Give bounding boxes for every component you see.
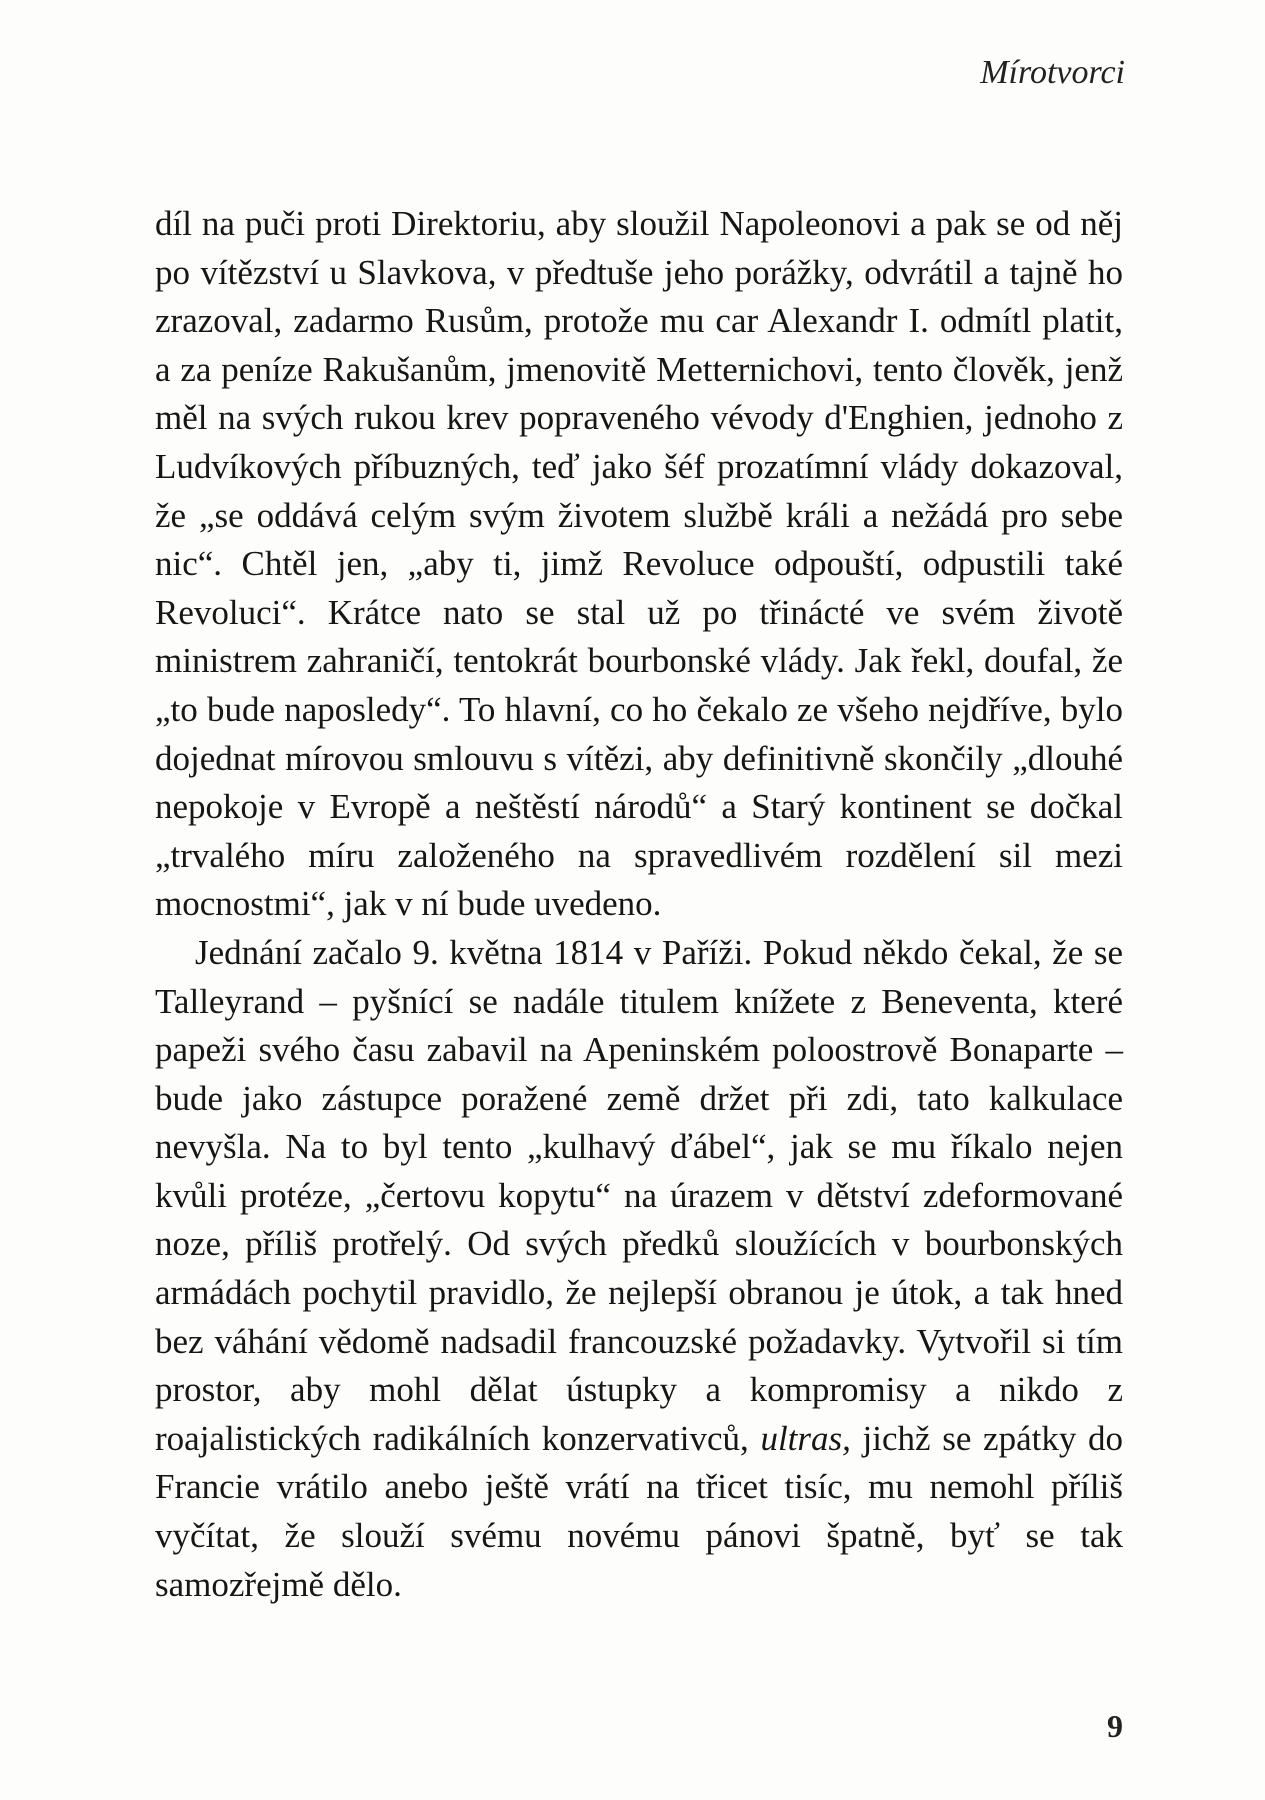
running-head: Mírotvorci <box>980 54 1125 91</box>
paragraph-2-text-a: Jednání začalo 9. května 1814 v Paříži. Pokud někdo čekal, že se Talleyrand – pyšnící se nadále titulem knížete z Beneventa, které papeži svého času zabavil na Apeninském poloostrově Bonaparte – bude jako zástupce poražené země držet při zdi, tato kalkulace nevyšla. Na to byl tento „kulhavý ďábel“, jak se mu říkalo nejen kvůli protéze, „čertovu kopytu“ na úrazem v dětství zdeformované noze, příliš protřelý. Od svých předků sloužících v bourbonských armádách pochytil pravidlo, že nejlepší obranou je útok, a tak hned bez váhání vědomě nadsadil francouzské požadavky. Vytvořil si tím prostor, aby mohl dělat ústupky a kompromisy a nikdo z roajalistických radikálních konzervativců, <box>155 932 1123 1458</box>
paragraph-1-text: díl na puči proti Direktoriu, aby sloužil Napoleonovi a pak se od něj po vítězství u Slavkova, v předtuše jeho porážky, odvrátil a tajně ho zrazoval, zadarmo Rusům, protože mu car Alexandr I. odmítl platit, a za peníze Rakušanům, jmenovitě Metternichovi, tento člověk, jenž měl na svých rukou krev popraveného vévody d'Enghien, jednoho z Ludvíkových příbuzných, teď jako šéf prozatímní vlády dokazoval, že „se oddává celým svým životem službě králi a nežádá pro sebe nic“. Chtěl jen, „aby ti, jimž Revoluce odpouští, odpustili také Revoluci“. Krátce nato se stal už po třinácté ve svém životě ministrem zahraničí, tentokrát bourbonské vlády. Jak řekl, doufal, že „to bude naposledy“. To hlavní, co ho čekalo ze všeho nejdříve, bylo dojednat mírovou smlouvu s vítězi, aby definitivně skončily „dlouhé nepokoje v Evropě a neštěstí národů“ a Starý kontinent se dočkal „trvalého míru založeného na spravedlivém rozdělení sil mezi mocnostmi“, jak v ní bude uvedeno. <box>155 204 1123 924</box>
paragraph-2 <box>155 929 1123 1609</box>
page-number: 9 <box>1107 1708 1123 1744</box>
body-text <box>155 200 1123 1609</box>
paragraph-1 <box>155 200 1123 929</box>
paragraph-2-italic-term: ultras, <box>760 1418 851 1458</box>
paragraph-2-text-b: jichž se zpátky do Francie vrátilo anebo ještě vrátí na třicet tisíc, mu nemohl příliš vyčítat, že slouží svému novému pánovi špatně, byť se tak samozřejmě dělo. <box>155 1418 1123 1604</box>
